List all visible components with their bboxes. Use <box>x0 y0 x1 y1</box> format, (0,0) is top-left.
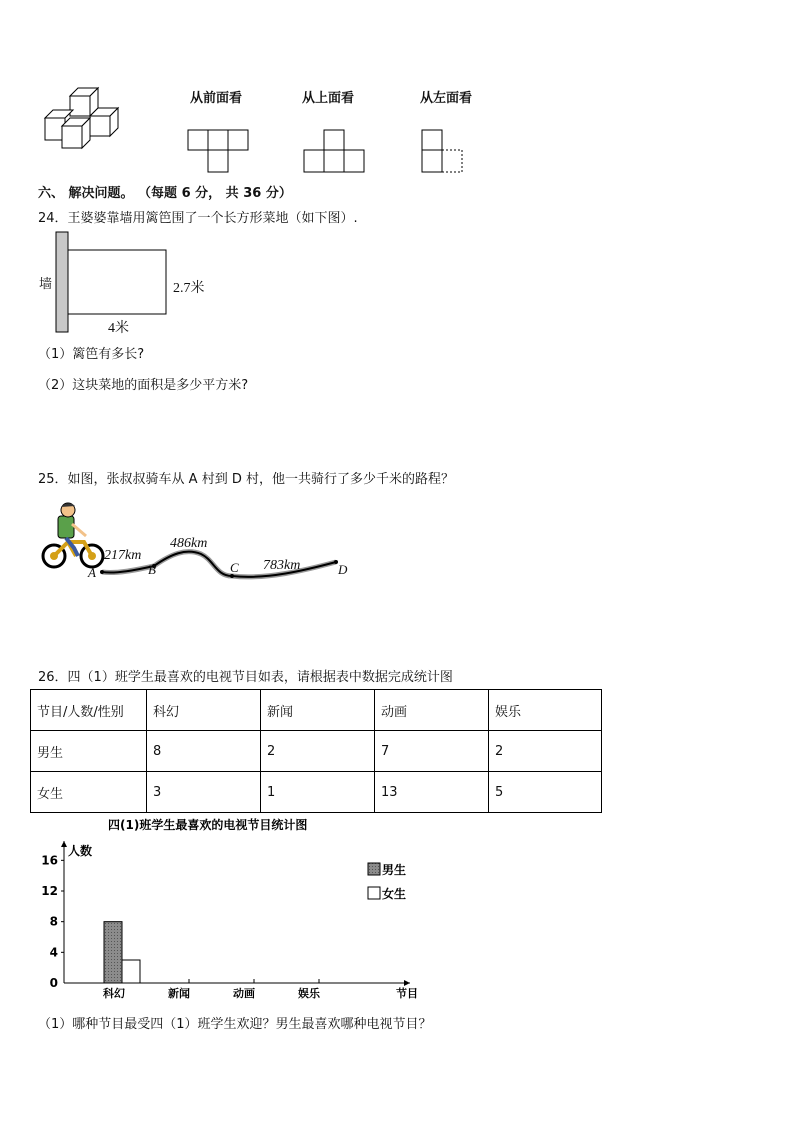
table-cell: 7 <box>375 731 489 772</box>
question-24-sub1: （1）篱笆有多长? <box>38 347 145 362</box>
table-cell: 1 <box>261 772 375 813</box>
table-cell: 8 <box>147 731 261 772</box>
question-24-sub2: （2）这块菜地的面积是多少平方米? <box>38 378 249 393</box>
table-cell: 5 <box>489 772 602 813</box>
x-axis-label: 节目 <box>396 987 418 1000</box>
bar-male <box>104 922 122 983</box>
table-cell: 2 <box>261 731 375 772</box>
height-label: 2.7米 <box>173 281 205 296</box>
width-label: 4米 <box>108 321 129 336</box>
question-24-text: 24．王婆婆靠墙用篱笆围了一个长方形菜地（如下图）. <box>38 211 358 226</box>
table-cell: 13 <box>375 772 489 813</box>
legend-swatch <box>368 887 380 899</box>
front-view-figure <box>186 128 250 174</box>
y-tick-label: 8 <box>49 914 58 929</box>
segment-cd-label: 783km <box>263 558 301 573</box>
top-view-figure <box>302 128 368 174</box>
segment-ab-label: 217km <box>104 548 142 563</box>
table-header-cell: 节目/人数/性别 <box>31 690 147 731</box>
question-25-text: 25．如图，张叔叔骑车从 A 村到 D 村，他一共骑行了多少千米的路程？ <box>38 472 454 487</box>
section-heading: 六、 解决问题。 （每题 6 分， 共 36 分） <box>38 186 292 201</box>
chart-title: 四(1)班学生最喜欢的电视节目统计图 <box>108 818 308 832</box>
cyclist-illustration <box>43 503 103 567</box>
legend-label: 女生 <box>382 887 407 901</box>
table-cell: 女生 <box>31 772 147 813</box>
point-b-label: B <box>148 562 156 577</box>
x-tick-label: 科幻 <box>103 987 125 1000</box>
left-view-label: 从左面看 <box>420 91 473 106</box>
point-d-label: D <box>338 562 348 577</box>
front-view-label: 从前面看 <box>190 91 243 106</box>
left-view-figure <box>420 128 466 174</box>
cube-solid-figure <box>40 86 130 154</box>
question-26-text: 26．四（1）班学生最喜欢的电视节目如表，请根据表中数据完成统计图 <box>38 670 453 685</box>
tv-program-table <box>30 689 602 813</box>
point-c-label: C <box>230 560 239 575</box>
x-tick-label: 新闻 <box>168 987 190 1000</box>
top-view-label: 从上面看 <box>302 91 355 106</box>
table-cell: 2 <box>489 731 602 772</box>
legend-label: 男生 <box>382 863 407 877</box>
table-cell: 3 <box>147 772 261 813</box>
table-header-cell: 娱乐 <box>489 690 602 731</box>
y-tick-label: 12 <box>41 884 58 898</box>
wall-label: 墙 <box>39 277 53 292</box>
bar-chart <box>30 815 430 1001</box>
x-tick-label: 娱乐 <box>298 987 320 1000</box>
x-tick-label: 动画 <box>233 987 255 1000</box>
table-header-row <box>31 690 602 731</box>
legend-swatch <box>368 863 380 875</box>
x-axis-arrow <box>404 980 410 986</box>
point-a-label: A <box>88 565 96 580</box>
table-row <box>31 772 602 813</box>
y-tick-label: 16 <box>41 853 58 868</box>
question-26-sub1: （1）哪种节目最受四（1）班学生欢迎？男生最喜欢哪种电视节目？ <box>38 1017 432 1032</box>
table-cell: 男生 <box>31 731 147 772</box>
table-header-cell: 动画 <box>375 690 489 731</box>
table-header-cell: 新闻 <box>261 690 375 731</box>
y-axis-label: 人数 <box>68 844 93 858</box>
y-tick-label: 0 <box>49 976 58 990</box>
bar-female <box>122 960 140 983</box>
table-header-cell: 科幻 <box>147 690 261 731</box>
segment-bc-label: 486km <box>170 536 208 551</box>
y-axis-arrow <box>61 841 67 847</box>
y-tick-label: 4 <box>49 945 58 960</box>
table-row <box>31 731 602 772</box>
